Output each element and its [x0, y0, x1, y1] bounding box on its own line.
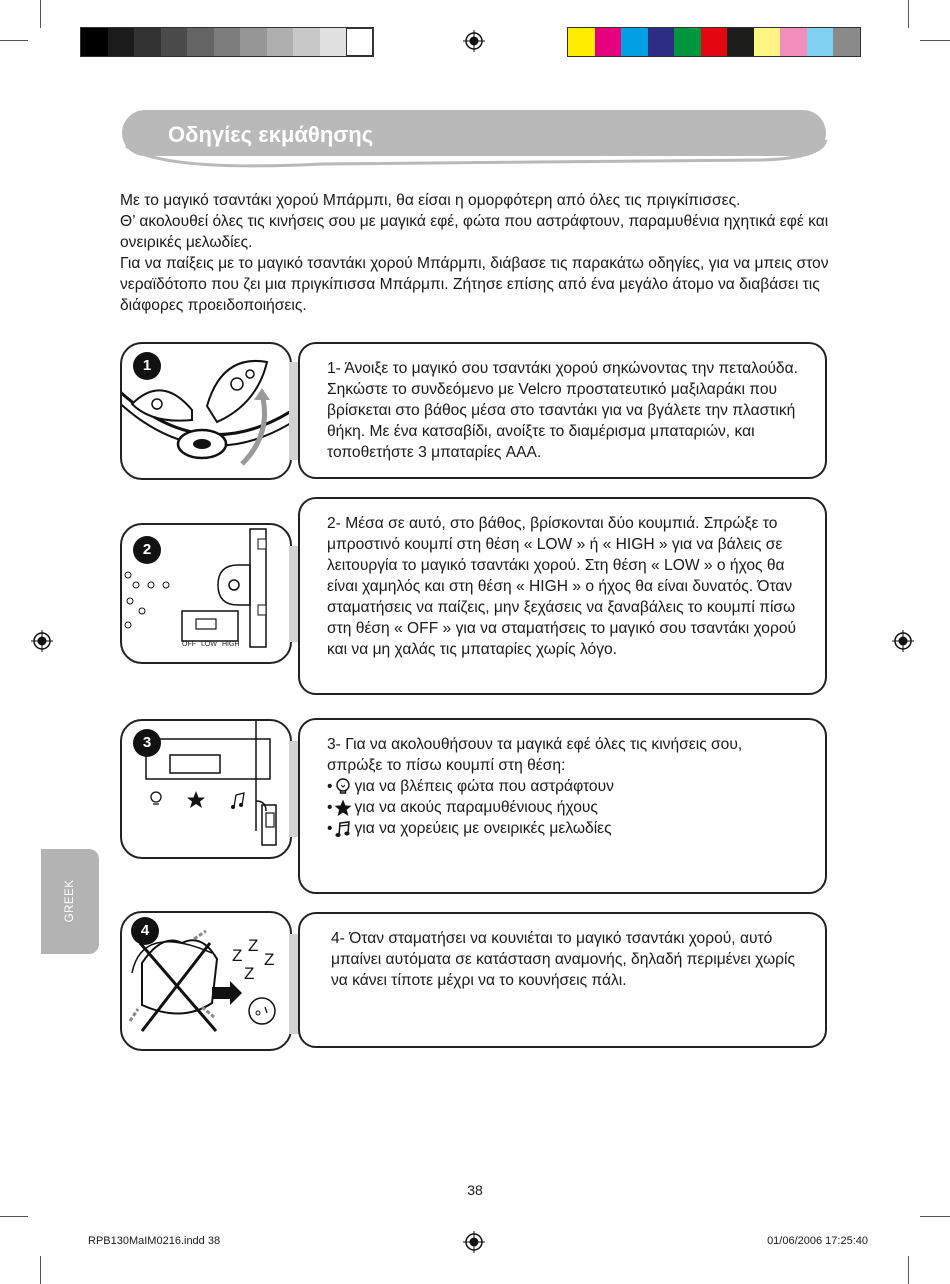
bullet-mark: •	[327, 799, 333, 816]
svg-text:Z: Z	[232, 946, 243, 965]
color-swatch	[161, 28, 188, 56]
switch-label-high: HIGH	[222, 641, 240, 648]
color-swatch	[701, 28, 728, 56]
bullet-text: για να βλέπεις φώτα που αστράφτουν	[354, 778, 614, 795]
intro-text	[120, 190, 830, 316]
step-3-text-box	[298, 718, 827, 894]
music-note-icon	[334, 820, 352, 838]
intro-paragraph: Για να παίξεις με το μαγικό τσαντάκι χορού Μπάρμπι, διάβασε τις παρακάτω οδηγίες, για να μπεις στον νεραϊδότοπο που ζει μια πριγκίπισσα Μπάρμπι. Ζήτησε επίσης από ένα μεγάλο άτομο να διαβάσει τις διάφορες προειδοποιήσεις.	[120, 255, 829, 314]
bullet-item	[327, 797, 799, 818]
color-swatch	[807, 28, 834, 56]
bullet-item	[327, 776, 799, 797]
color-swatch	[780, 28, 807, 56]
header-banner	[122, 110, 830, 168]
bullet-mark: •	[327, 778, 333, 795]
intro-paragraph: Με το μαγικό τσαντάκι χορού Μπάρμπι, θα είσαι η ομορφότερη από όλες τις πριγκίπισσες.	[120, 192, 741, 209]
color-swatch	[346, 28, 373, 56]
svg-text:Z: Z	[244, 964, 255, 983]
crop-mark	[0, 40, 28, 41]
step-number-badge: 2	[133, 536, 161, 564]
color-swatch	[621, 28, 648, 56]
color-swatch	[648, 28, 675, 56]
step-number-badge: 3	[133, 729, 161, 757]
color-swatch	[187, 28, 214, 56]
bullet-text: για να ακούς παραμυθένιους ήχους	[354, 799, 598, 816]
bullet-text: για να χορεύεις με ονειρικές μελωδίες	[354, 820, 612, 837]
color-swatch	[214, 28, 241, 56]
step-text: 3- Για να ακολουθήσουν τα μαγικά εφέ όλες τις κινήσεις σου, σπρώξε το πίσω κουμπί στη θέση:	[327, 736, 743, 774]
color-swatch	[674, 28, 701, 56]
page-number: 38	[467, 1182, 483, 1198]
star-icon	[334, 799, 352, 817]
print-file-info: RPB130MaIM0216.indd 38	[88, 1235, 221, 1247]
lightbulb-icon	[334, 778, 352, 796]
color-swatch	[134, 28, 161, 56]
crop-mark	[920, 40, 950, 41]
crop-mark	[40, 0, 41, 28]
language-tab-label: GREEK	[64, 879, 76, 923]
grayscale-color-bar	[80, 27, 374, 57]
svg-text:Z: Z	[248, 936, 259, 955]
color-swatch	[81, 28, 108, 56]
crop-mark	[40, 1256, 41, 1284]
registration-mark-icon	[31, 630, 53, 652]
crop-mark	[908, 0, 909, 28]
step-number-badge: 1	[133, 352, 161, 380]
color-swatch	[108, 28, 135, 56]
crop-mark	[908, 1256, 909, 1284]
color-swatch	[595, 28, 622, 56]
switch-label-off: OFF	[182, 641, 196, 648]
step-text: 2- Μέσα σε αυτό, στο βάθος, βρίσκονται δύο κουμπιά. Σπρώξε το μπροστινό κουμπί στη θέση « LOW » ή « HIGH » για να βάλεις σε λειτουργία το μαγικό τσαντάκι χορού. Στη θέση « LOW » ο ήχος θα είναι χαμηλός και στη θέση « HIGH » ο ήχος θα είναι δυνατός. Όταν σταματήσεις να παίζεις, μην ξεχάσεις να ξαναβάλεις το κουμπί πίσω στη θέση « OFF » για να σταματήσεις το μαγικό σου τσαντάκι χορού και να μη χαλάς τις μπαταρίες χωρίς λόγο.	[327, 515, 797, 658]
registration-mark-icon	[892, 630, 914, 652]
process-color-bar	[567, 27, 861, 57]
color-swatch	[320, 28, 347, 56]
language-tab	[41, 849, 99, 954]
print-timestamp: 01/06/2006 17:25:40	[767, 1235, 868, 1247]
svg-text:Z: Z	[264, 950, 275, 969]
step-number-badge: 4	[131, 917, 159, 945]
registration-mark-icon	[463, 30, 485, 52]
step-4-text-box	[298, 912, 827, 1048]
color-swatch	[754, 28, 781, 56]
color-swatch	[568, 28, 595, 56]
color-swatch	[833, 28, 860, 56]
crop-mark	[0, 1216, 28, 1217]
bullet-item	[327, 818, 799, 839]
step-text: 4- Όταν σταματήσει να κουνιέται το μαγικό τσαντάκι χορού, αυτό μπαίνει αυτόματα σε κατάσταση αναμονής, δηλαδή περιμένει χωρίς να κάνει τίποτε μέχρι να το κουνήσεις πάλι.	[331, 930, 795, 989]
color-swatch	[293, 28, 320, 56]
color-swatch	[267, 28, 294, 56]
step-1-text-box	[298, 342, 827, 479]
crop-mark	[920, 1216, 950, 1217]
color-swatch	[727, 28, 754, 56]
switch-label-low: LOW	[201, 641, 217, 648]
color-swatch	[240, 28, 267, 56]
step-text: 1- Άνοιξε το μαγικό σου τσαντάκι χορού σηκώνοντας την πεταλούδα. Σηκώστε το συνδεόμενο με Velcro προστατευτικό μαξιλαράκι που βρίσκεται στο βάθος μέσα στο τσαντάκι για να βγάλετε την πλαστική θήκη. Με ένα κατσαβίδι, ανοίξτε το διαμέρισμα μπαταριών, και τοποθετήστε 3 μπαταρίες AAA.	[327, 360, 798, 461]
bullet-mark: •	[327, 820, 333, 837]
page-title: Οδηγίες εκμάθησης	[168, 122, 374, 147]
registration-mark-icon	[463, 1231, 485, 1253]
step-2-text-box	[298, 497, 827, 695]
intro-paragraph: Θ’ ακολουθεί όλες τις κινήσεις σου με μαγικά εφέ, φώτα που αστράφτουν, παραμυθένια ηχητικά εφέ και ονειρικές μελωδίες.	[120, 213, 829, 251]
